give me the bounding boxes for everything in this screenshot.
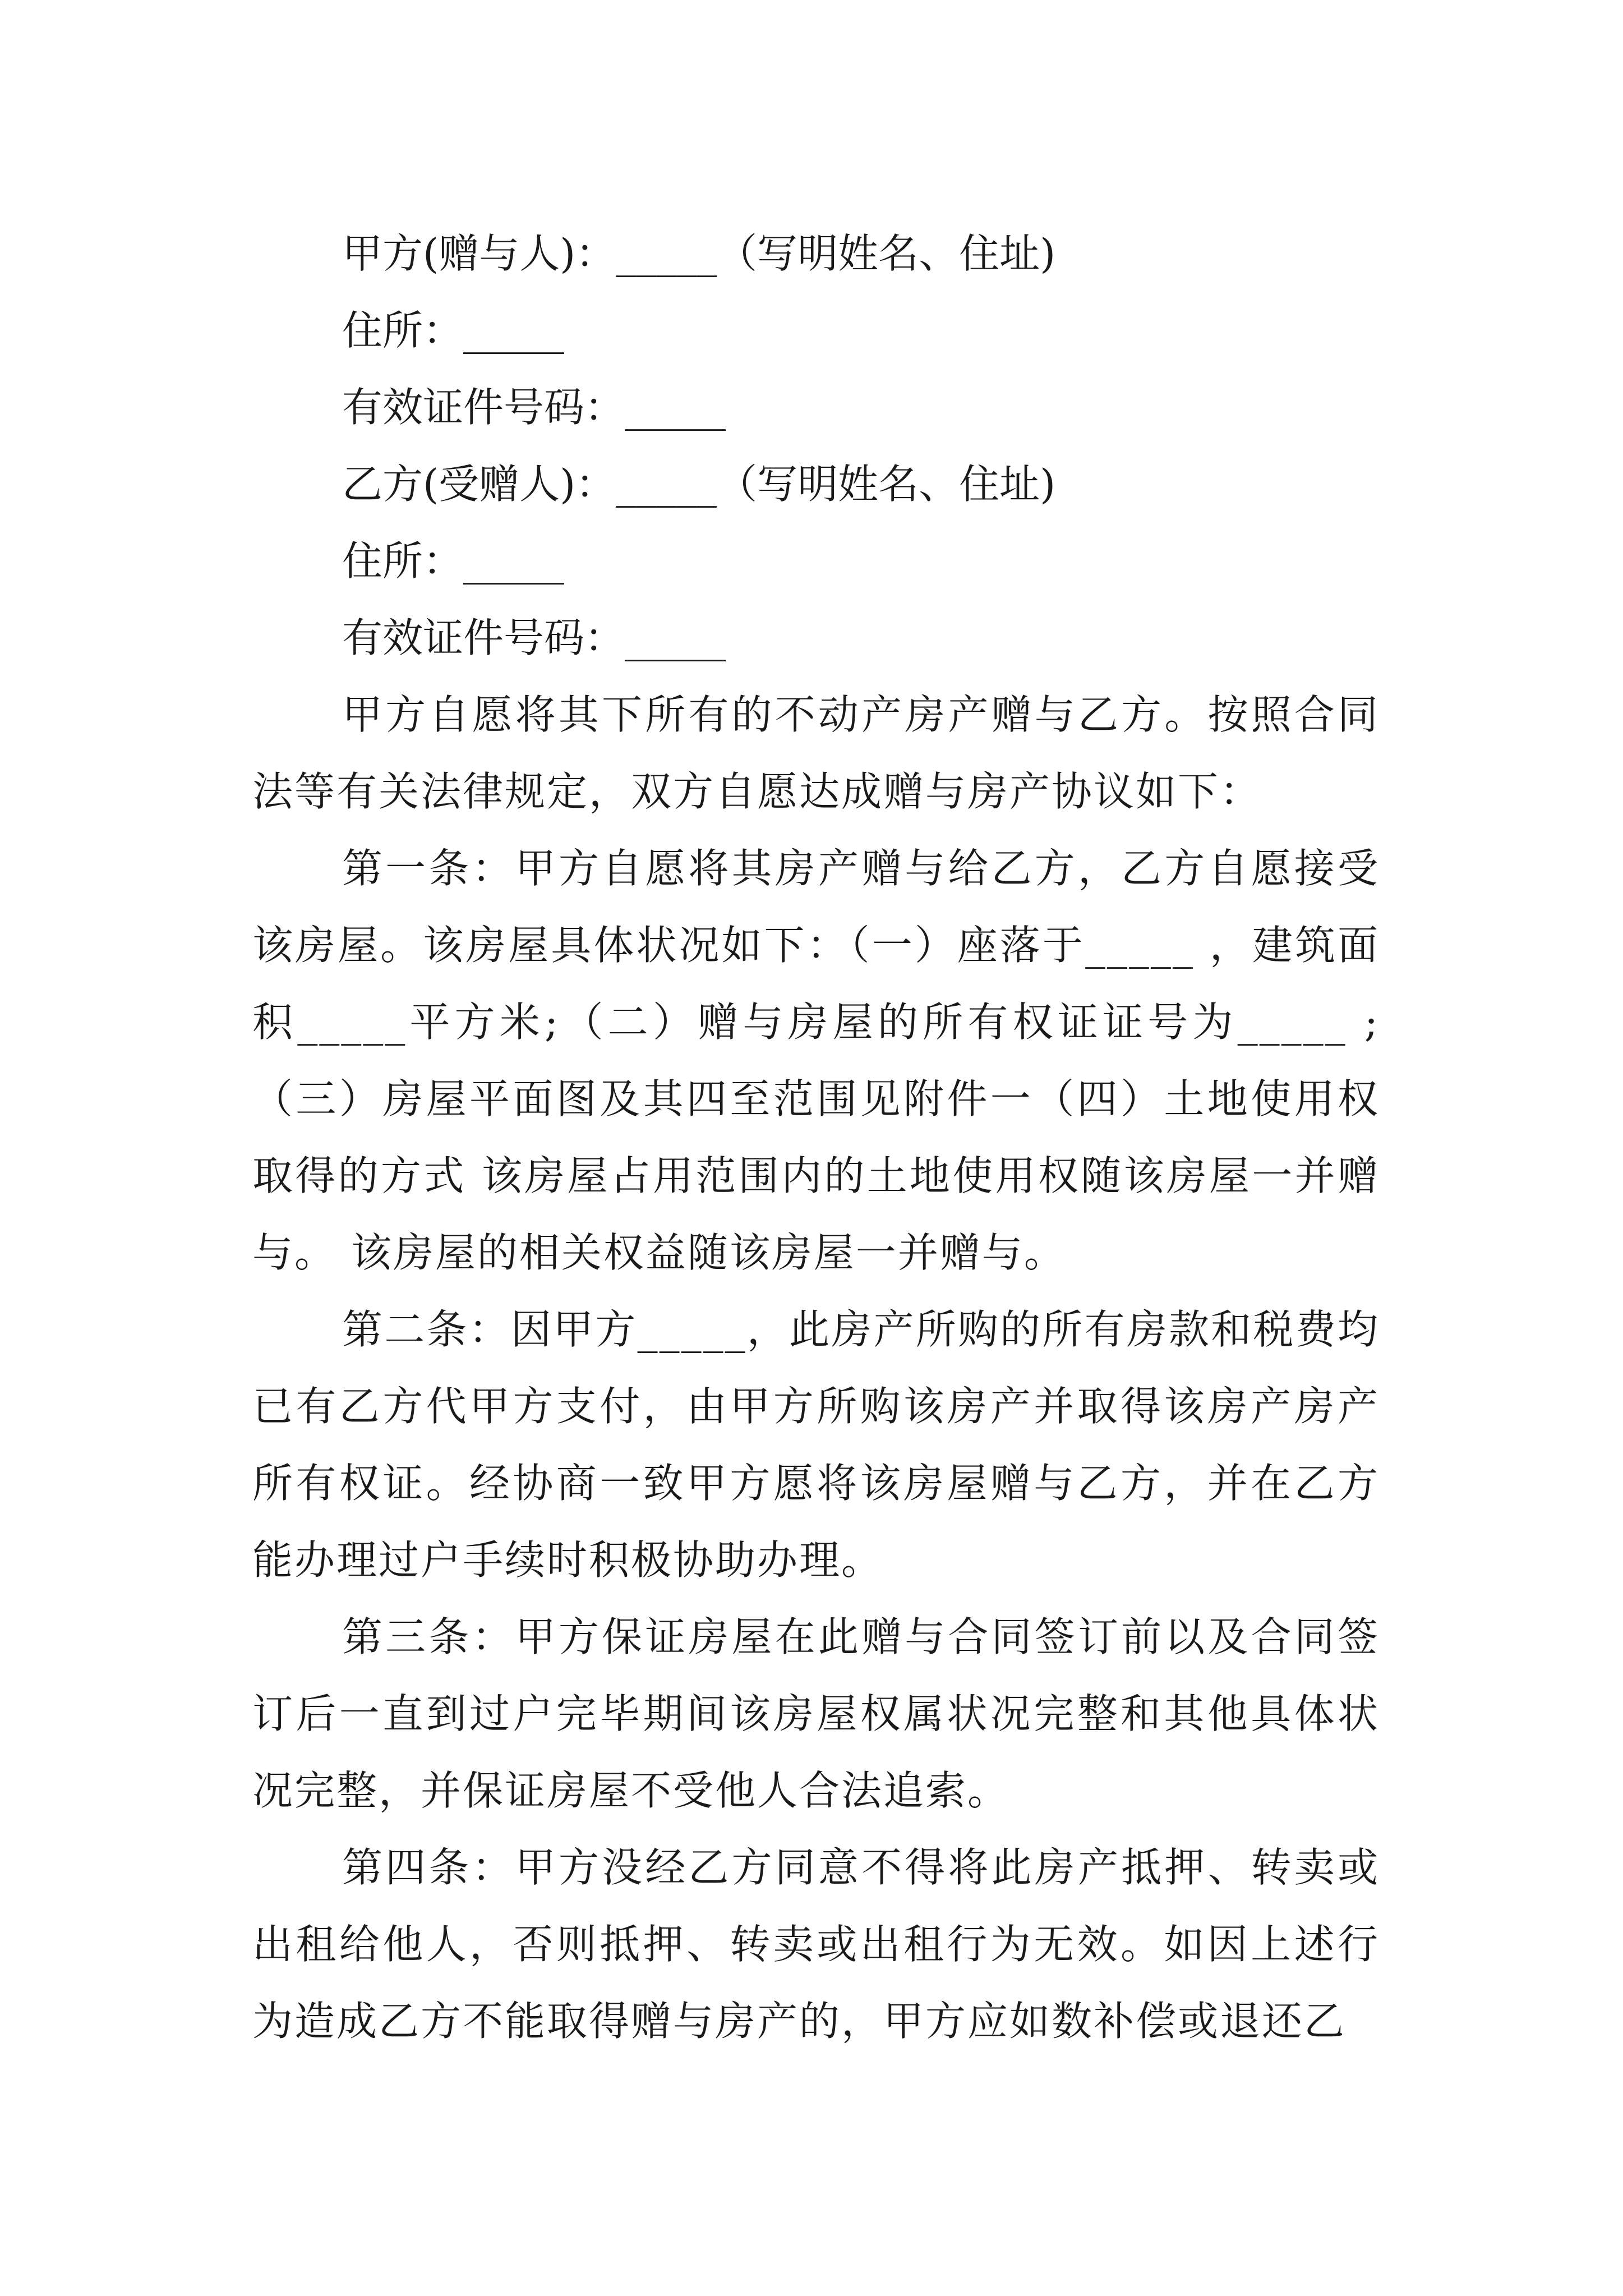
party-b-residence: 住所：_____ (342, 537, 565, 585)
party-a-residence: 住所：_____ (342, 307, 565, 354)
party-b-label: 乙方(受赠人)：_____（写明姓名、住址) (342, 461, 1056, 508)
article-2: 第二条：因甲方_____，此房产所购的所有房款和税费均已有乙方代甲方支付，由甲方所购该房产并取得该房产房产所有权证。经协商一致甲方愿将该房屋赠与乙方，并在乙方能办理过户手续时积极协助办理。 (252, 1306, 1380, 1584)
party-a-label: 甲方(赠与人)：_____（写明姓名、住址) (342, 230, 1056, 277)
intro-paragraph: 甲方自愿将其下所有的不动产房产赠与乙方。按照合同法等有关法律规定，双方自愿达成赠与房产协议如下： (252, 691, 1380, 815)
party-a-id-number: 有效证件号码：_____ (342, 384, 726, 431)
article-4: 第四条：甲方没经乙方同意不得将此房产抵押、转卖或出租给他人，否则抵押、转卖或出租行为无效。如因上述行为造成乙方不能取得赠与房产的，甲方应如数补偿或退还乙 (252, 1844, 1380, 2045)
article-3: 第三条：甲方保证房屋在此赠与合同签订前以及合同签订后一直到过户完毕期间该房屋权属状况完整和其他具体状况完整，并保证房屋不受他人合法追索。 (252, 1613, 1380, 1814)
party-b-id-number: 有效证件号码：_____ (342, 614, 726, 661)
article-1: 第一条：甲方自愿将其房产赠与给乙方，乙方自愿接受该房屋。该房屋具体状况如下：（一）座落于_____ ，建筑面积_____平方米;（二）赠与房屋的所有权证证号为_____ ;（三）房屋平面图及其四至范围见附件一（四）土地使用权取得的方式 该房屋占用范围内的土地使用权随该房屋一并赠与。 该房屋的相关权益随该房屋一并赠与。 (252, 845, 1380, 1276)
contract-page (252, 215, 1380, 2060)
